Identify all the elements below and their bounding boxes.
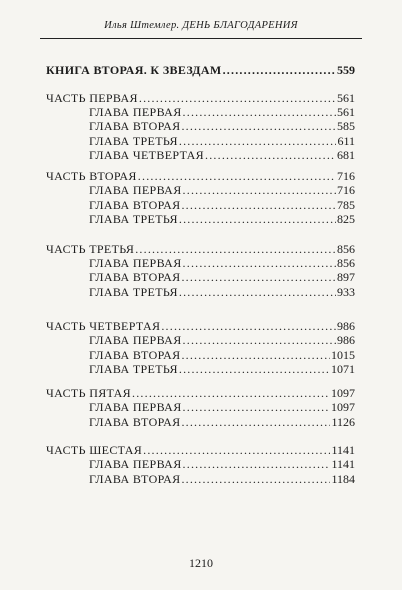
toc-chapter-entry-page: 825 [337, 212, 355, 226]
leader-dots [183, 184, 336, 196]
toc-chapter-entry-title: ГЛАВА ПЕРВАЯ [89, 400, 182, 414]
toc-chapter-entry [89, 182, 355, 196]
toc-chapter-entry-page: 1071 [331, 362, 355, 376]
toc-chapter-entry-title: ГЛАВА ПЕРВАЯ [89, 105, 182, 119]
toc-chapter-entry-title: ГЛАВА ПЕРВАЯ [89, 457, 182, 471]
toc-chapter-entry-title: ГЛАВА ТРЕТЬЯ [89, 285, 178, 299]
toc-chapter-entry-page: 716 [337, 183, 355, 197]
leader-dots [179, 213, 336, 225]
toc-chapter-entry [89, 284, 355, 298]
toc-part-entry-page: 716 [337, 169, 355, 183]
toc-part-entry-page: 1097 [331, 386, 355, 400]
toc-part-entry-page: 986 [337, 319, 355, 333]
toc-chapter-entry-title: ГЛАВА ВТОРАЯ [89, 270, 181, 284]
toc-book-entry-title: КНИГА ВТОРАЯ. К ЗВЕЗДАМ [46, 63, 222, 77]
toc-chapter-entry-page: 897 [337, 270, 355, 284]
toc-chapter-entry-page: 1097 [331, 400, 355, 414]
toc-chapter-entry-page: 561 [337, 105, 355, 119]
leader-dots [205, 149, 336, 161]
toc-chapter-entry-page: 611 [337, 134, 355, 148]
toc-chapter-entry [89, 347, 355, 361]
toc-part-entry-title: ЧАСТЬ ВТОРАЯ [46, 169, 137, 183]
leader-dots [183, 257, 336, 269]
toc-chapter-entry [89, 269, 355, 283]
toc-chapter-entry-title: ГЛАВА ВТОРАЯ [89, 198, 181, 212]
toc-chapter-entry-page: 856 [337, 256, 355, 270]
toc-chapter-entry-title: ГЛАВА ВТОРАЯ [89, 348, 181, 362]
toc-part-entry-title: ЧАСТЬ ШЕСТАЯ [46, 443, 143, 457]
leader-dots [181, 473, 330, 485]
toc-part-entry-page: 561 [337, 91, 355, 105]
toc-part-entry [46, 241, 355, 255]
toc-part-entry [46, 442, 355, 456]
toc-part-entry [46, 318, 355, 332]
toc-chapter-entry-title: ГЛАВА ПЕРВАЯ [89, 183, 182, 197]
toc-chapter-entry-title: ГЛАВА ТРЕТЬЯ [89, 362, 178, 376]
toc-chapter-entry-title: ГЛАВА ВТОРАЯ [89, 119, 181, 133]
toc-chapter-entry [89, 255, 355, 269]
leader-dots [132, 387, 330, 399]
toc-chapter-entry-title: ГЛАВА ЧЕТВЕРТАЯ [89, 148, 205, 162]
leader-dots [179, 363, 330, 375]
toc-chapter-entry-page: 1015 [331, 348, 355, 362]
leader-dots [181, 199, 336, 211]
toc-book-entry [46, 62, 355, 76]
toc-chapter-entry-title: ГЛАВА ВТОРАЯ [89, 415, 181, 429]
leader-dots [143, 444, 330, 456]
header-rule [40, 38, 362, 39]
leader-dots [183, 334, 336, 346]
toc-part-entry-title: ЧАСТЬ ТРЕТЬЯ [46, 242, 135, 256]
toc-part-entry-page: 856 [337, 242, 355, 256]
toc-chapter-entry-page: 1141 [331, 457, 355, 471]
leader-dots [179, 135, 337, 147]
leader-dots [183, 106, 336, 118]
toc-chapter-entry [89, 456, 355, 470]
toc-chapter-entry-page: 785 [337, 198, 355, 212]
leader-dots [139, 92, 336, 104]
leader-dots [181, 271, 336, 283]
toc-part-entry [46, 90, 355, 104]
toc-chapter-entry [89, 118, 355, 132]
toc-chapter-entry [89, 147, 355, 161]
toc-chapter-entry-page: 933 [337, 285, 355, 299]
toc-chapter-entry [89, 332, 355, 346]
leader-dots [183, 458, 331, 470]
toc-chapter-entry-page: 681 [337, 148, 355, 162]
toc-chapter-entry-page: 585 [337, 119, 355, 133]
toc-chapter-entry [89, 361, 355, 375]
toc-part-entry-page: 1141 [331, 443, 355, 457]
toc-chapter-entry [89, 211, 355, 225]
leader-dots [181, 120, 336, 132]
toc-chapter-entry [89, 471, 355, 485]
leader-dots [161, 320, 336, 332]
leader-dots [135, 243, 336, 255]
leader-dots [223, 64, 336, 76]
toc-chapter-entry-title: ГЛАВА ПЕРВАЯ [89, 333, 182, 347]
toc-chapter-entry-page: 1184 [331, 472, 355, 486]
toc-book-entry-page: 559 [337, 63, 355, 77]
toc-chapter-entry [89, 104, 355, 118]
page-number: 1210 [189, 556, 213, 570]
toc-chapter-entry-page: 986 [337, 333, 355, 347]
toc-chapter-entry [89, 399, 355, 413]
toc-part-entry-title: ЧАСТЬ ПЯТАЯ [46, 386, 132, 400]
toc-part-entry [46, 385, 355, 399]
toc-chapter-entry-page: 1126 [331, 415, 355, 429]
toc-chapter-entry-title: ГЛАВА ТРЕТЬЯ [89, 212, 178, 226]
toc-part-entry [46, 168, 355, 182]
leader-dots [138, 170, 336, 182]
leader-dots [181, 349, 330, 361]
toc-chapter-entry [89, 414, 355, 428]
leader-dots [183, 401, 330, 413]
toc-chapter-entry [89, 133, 355, 147]
toc-chapter-entry-title: ГЛАВА ПЕРВАЯ [89, 256, 182, 270]
leader-dots [181, 416, 330, 428]
toc-part-entry-title: ЧАСТЬ ПЕРВАЯ [46, 91, 138, 105]
toc-chapter-entry-title: ГЛАВА ВТОРАЯ [89, 472, 181, 486]
toc-chapter-entry [89, 197, 355, 211]
toc-chapter-entry-title: ГЛАВА ТРЕТЬЯ [89, 134, 178, 148]
toc-part-entry-title: ЧАСТЬ ЧЕТВЕРТАЯ [46, 319, 161, 333]
running-head: Илья Штемлер. ДЕНЬ БЛАГОДАРЕНИЯ [104, 20, 298, 31]
leader-dots [179, 286, 336, 298]
